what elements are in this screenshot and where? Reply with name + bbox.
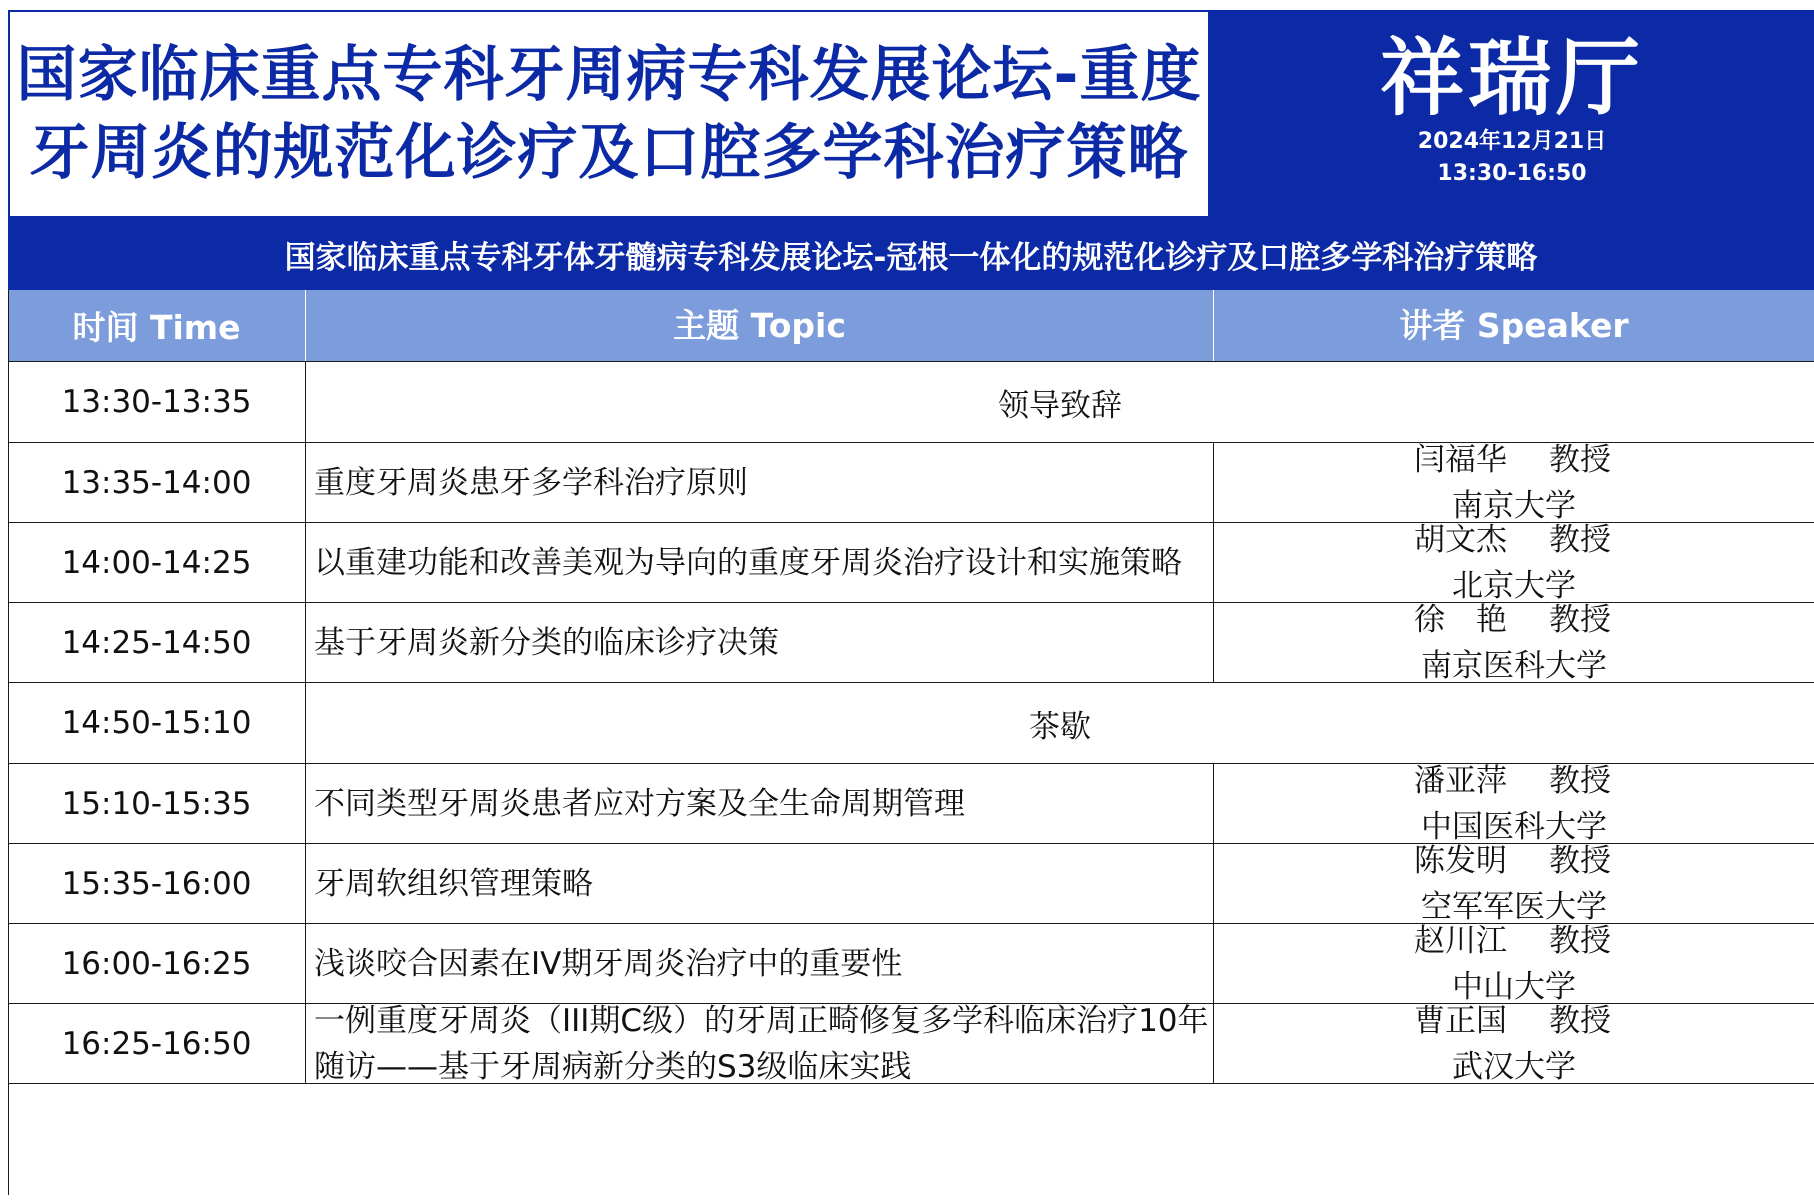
table-row xyxy=(8,443,1814,523)
speaker-cell xyxy=(1214,924,1814,1003)
time-cell: 15:35-16:00 xyxy=(8,844,306,923)
speaker-org: 武汉大学 xyxy=(1452,1048,1576,1085)
table-header-row xyxy=(8,290,1814,362)
forum-title-box xyxy=(8,10,1210,218)
topic-cell: 以重建功能和改善美观为导向的重度牙周炎治疗设计和实施策略 xyxy=(306,523,1214,602)
speaker-name: 徐 艳 xyxy=(1414,601,1507,638)
hall-name: 祥瑞厅 xyxy=(1379,29,1644,127)
table-row xyxy=(8,523,1814,603)
speaker-cell xyxy=(1214,523,1814,602)
time-cell: 13:30-13:35 xyxy=(8,362,306,442)
time-cell: 14:50-15:10 xyxy=(8,683,306,763)
topic-cell: 牙周软组织管理策略 xyxy=(306,844,1214,923)
speaker-org: 中国医科大学 xyxy=(1421,808,1607,845)
topic-cell: 浅谈咬合因素在IV期牙周炎治疗中的重要性 xyxy=(306,924,1214,1003)
speaker-name: 胡文杰 xyxy=(1414,521,1507,558)
event-date: 2024年12月21日 xyxy=(1417,129,1607,154)
speaker-title: 教授 xyxy=(1549,762,1611,799)
speaker-cell xyxy=(1214,1004,1814,1083)
table-left-border xyxy=(8,290,9,1195)
time-cell: 13:35-14:00 xyxy=(8,443,306,522)
speaker-title: 教授 xyxy=(1549,922,1611,959)
speaker-cell xyxy=(1214,764,1814,843)
time-cell: 14:00-14:25 xyxy=(8,523,306,602)
speaker-title: 教授 xyxy=(1549,441,1611,478)
time-cell: 16:00-16:25 xyxy=(8,924,306,1003)
topic-cell: 领导致辞 xyxy=(998,387,1122,424)
speaker-org: 南京大学 xyxy=(1452,487,1576,524)
speaker-org: 中山大学 xyxy=(1452,968,1576,1005)
column-header-speaker: 讲者 Speaker xyxy=(1399,305,1629,345)
speaker-org: 南京医科大学 xyxy=(1421,647,1607,684)
speaker-org: 空军军医大学 xyxy=(1421,888,1607,925)
event-time: 13:30-16:50 xyxy=(1437,161,1587,186)
speaker-org: 北京大学 xyxy=(1452,567,1576,604)
speaker-title: 教授 xyxy=(1549,601,1611,638)
subtitle-bar: 国家临床重点专科牙体牙髓病专科发展论坛-冠根一体化的规范化诊疗及口腔多学科治疗策略 xyxy=(8,218,1814,290)
speaker-name: 陈发明 xyxy=(1414,842,1507,879)
column-header-time: 时间 Time xyxy=(8,290,306,361)
speaker-title: 教授 xyxy=(1549,842,1611,879)
speaker-name: 闫福华 xyxy=(1414,441,1507,478)
speaker-cell xyxy=(1214,603,1814,682)
speaker-cell xyxy=(1214,844,1814,923)
table-row xyxy=(8,603,1814,683)
forum-title-line-1: 国家临床重点专科牙周病专科发展论坛-重度 xyxy=(16,40,1202,110)
topic-cell: 茶歇 xyxy=(1029,708,1091,745)
speaker-title: 教授 xyxy=(1549,521,1611,558)
speaker-name: 曹正国 xyxy=(1414,1002,1507,1039)
table-row xyxy=(8,844,1814,924)
table-row xyxy=(8,683,1814,764)
time-cell: 14:25-14:50 xyxy=(8,603,306,682)
speaker-name: 潘亚萍 xyxy=(1414,762,1507,799)
table-row xyxy=(8,362,1814,443)
speaker-name: 赵川江 xyxy=(1414,922,1507,959)
forum-title-line-2: 牙周炎的规范化诊疗及口腔多学科治疗策略 xyxy=(29,118,1189,188)
topic-cell: 不同类型牙周炎患者应对方案及全生命周期管理 xyxy=(306,764,1214,843)
speaker-title: 教授 xyxy=(1549,1002,1611,1039)
topic-cell: 一例重度牙周炎（III期C级）的牙周正畸修复多学科临床治疗10年随访——基于牙周病新分类的S3级临床实践 xyxy=(306,1004,1214,1083)
table-row xyxy=(8,1004,1814,1084)
topic-cell: 重度牙周炎患牙多学科治疗原则 xyxy=(306,443,1214,522)
table-row xyxy=(8,764,1814,844)
topic-cell: 基于牙周炎新分类的临床诊疗决策 xyxy=(306,603,1214,682)
time-cell: 16:25-16:50 xyxy=(8,1004,306,1083)
venue-box xyxy=(1210,10,1814,218)
table-row xyxy=(8,924,1814,1004)
column-header-topic: 主题 Topic xyxy=(306,290,1214,361)
speaker-cell xyxy=(1214,443,1814,522)
time-cell: 15:10-15:35 xyxy=(8,764,306,843)
